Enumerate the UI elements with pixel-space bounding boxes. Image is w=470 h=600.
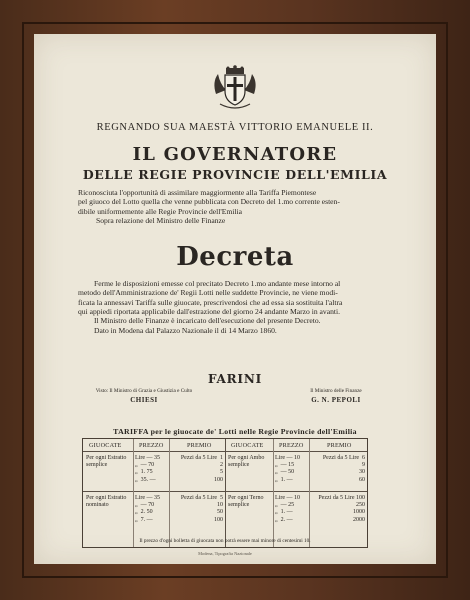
decree-heading: Decreta bbox=[176, 242, 294, 272]
row-label: Per ogni Estratto nominato bbox=[86, 495, 127, 509]
tariff-footnote: Il prezzo d'ogni bolletta di giuocata non potrà essere mai minore di centesimi 10. bbox=[139, 538, 311, 544]
signature-left-name: CHIESI bbox=[130, 396, 158, 404]
tariff-title: TARIFFA per le giuocate de' Lotti nelle Regie Provincie dell'Emilia bbox=[113, 427, 357, 436]
row-price: Lire — 35 „ — 70 „ 1. 75 „ 35. — bbox=[135, 455, 160, 483]
reign-line: REGNANDO SUA MAESTÀ VITTORIO EMANUELE II. bbox=[96, 122, 374, 133]
row-prize: Pezzi da 5 Lire 100 250 1000 2000 bbox=[318, 495, 365, 523]
table-rule bbox=[309, 439, 310, 547]
row-label: Per ogni Terno semplice bbox=[228, 495, 264, 509]
savoy-cross-shield-icon bbox=[210, 64, 260, 112]
table-rule bbox=[273, 439, 274, 547]
table-header: PREMIO bbox=[187, 442, 212, 449]
table-rule bbox=[225, 439, 226, 547]
table-header: PREMIO bbox=[327, 442, 352, 449]
provinces-subtitle: DELLE REGIE PROVINCIE DELL'EMILIA bbox=[82, 167, 388, 182]
preamble-line: dibile uniformemente alle Regie Provincie dell'Emilia bbox=[78, 206, 242, 216]
table-header: GIUOCATE bbox=[231, 442, 264, 449]
body-line: Il Ministro delle Finanze è incaricato dell'esecuzione del presente Decreto. bbox=[94, 316, 321, 326]
table-rule bbox=[133, 439, 134, 547]
signature-main: FARINI bbox=[207, 372, 263, 386]
body-line: metodo dell'Amministrazione de' Regii Lotti nelle suddette Provincie, ne viene modi- bbox=[78, 288, 338, 298]
body-line: Ferme le disposizioni emesse col precitato Decreto 1.mo andante mese intorno al bbox=[94, 279, 341, 288]
preamble-line: Sopra relazione del Ministro delle Finanze bbox=[96, 215, 226, 225]
row-prize: Pezzi da 5 Lire 5 10 50 100 bbox=[180, 495, 223, 523]
row-label: Per ogni Ambo semplice bbox=[228, 455, 265, 469]
row-price: Lire — 35 „ — 70 „ 2. 50 „ 7. — bbox=[135, 495, 160, 523]
row-price: Lire — 10 „ — 25 „ 1. — „ 2. — bbox=[275, 495, 300, 523]
tariff-table bbox=[82, 438, 368, 548]
signature-right-caption: Il Ministro delle Finanze bbox=[310, 388, 362, 394]
table-header: PREZZO bbox=[279, 442, 304, 449]
row-prize: Pezzi da 5 Lire 6 9 30 60 bbox=[322, 455, 365, 483]
preamble-line: Riconosciuta l'opportunità di assimilare maggiormente alla Tariffa Piemontese bbox=[78, 188, 317, 197]
table-rule bbox=[169, 439, 170, 547]
row-prize: Pezzi da 5 Lire 1 2 5 100 bbox=[180, 455, 223, 483]
body-line: qui appiedi riportata applicabile dall'estrazione del giorno 24 andante Marzo in avanti. bbox=[78, 306, 340, 316]
body-line: ficata la annessavi Tariffa sulle giuocate, prescrivendosi che ad essa sia sostituita l'altra bbox=[78, 297, 343, 307]
row-label: Per ogni Estratto semplice bbox=[86, 455, 127, 469]
governor-title: IL GOVERNATORE bbox=[132, 144, 338, 165]
body-line: Dato in Modena dal Palazzo Nazionale il di 14 Marzo 1860. bbox=[94, 325, 277, 335]
printer-imprint: Modena, Tipografia Nazionale bbox=[198, 551, 252, 556]
table-header: GIUOCATE bbox=[89, 442, 122, 449]
row-price: Lire — 10 „ — 15 „ — 50 „ 1. — bbox=[275, 455, 300, 483]
signature-right-name: G. N. PEPOLI bbox=[311, 396, 361, 404]
poster-sheet bbox=[34, 34, 436, 564]
signature-left-caption: Visto: Il Ministro di Grazia e Giustizia e Culto bbox=[95, 388, 193, 394]
table-header: PREZZO bbox=[139, 442, 164, 449]
preamble-line: pel giuoco del Lotto quella che venne pubblicata con Decreto del 1.mo corrente esten- bbox=[78, 197, 340, 207]
